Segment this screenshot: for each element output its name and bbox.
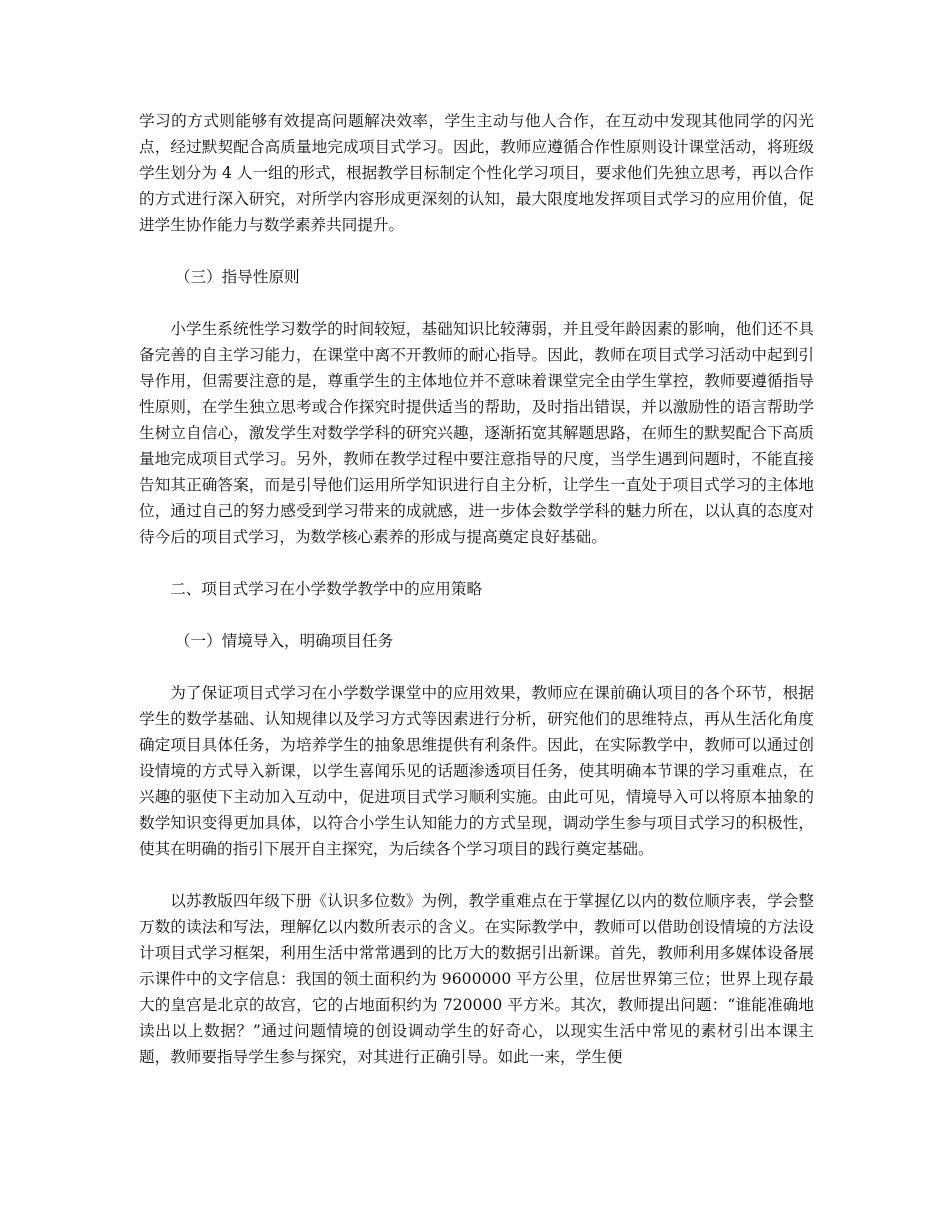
paragraph-example-multidigit-numbers: 以苏教版四年级下册《认识多位数》为例，教学重难点在于掌握亿以内的数位顺序表，学会整万数的读法和写法，理解亿以内数所表示的含义。在实际教学中，教师可以借助创设情境的方法设计项目式学习框架，利用生活中常常遇到的比万大的数据引出新课。首先，教师利用多媒体设备展示课件中的文字信息：我国的领土面积约为 9600000 平方公里，位居世界第三位；世界上现存最大的皇宫是北京的故宫，它的占地面积约为 720000 平方米。其次，教师提出问题：“谁能准确地读出以上数据？”通过问题情境的创设调动学生的好奇心，以现实生活中常见的素材引出本课主题，教师要指导学生参与探究，对其进行正确引导。如此一来，学生便 [139, 892, 814, 1066]
section-heading-application-strategies: 二、项目式学习在小学数学教学中的应用策略 [170, 580, 483, 598]
subheading-guidance-principle: （三）指导性原则 [174, 268, 300, 286]
paragraph-guidance-principle: 小学生系统性学习数学的时间较短，基础知识比较薄弱，并且受年龄因素的影响，他们还不具备完善的自主学习能力，在课堂中离不开教师的耐心指导。因此，教师在项目式学习活动中起到引导作用，但需要注意的是，尊重学生的主体地位并不意味着课堂完全由学生掌控，教师要遵循指导性原则，在学生独立思考或合作探究时提供适当的帮助，及时指出错误，并以激励性的语言帮助学生树立自信心，激发学生对数学学科的研究兴趣，逐渐拓宽其解题思路，在师生的默契配合下高质量地完成项目式学习。另外，教师在教学过程中要注意指导的尺度，当学生遇到问题时，不能直接告知其正确答案，而是引导他们运用所学知识进行自主分析，让学生一直处于项目式学习的主体地位，通过自己的努力感受到学习带来的成就感，进一步体会数学学科的魅力所在，以认真的态度对待今后的项目式学习，为数学核心素养的形成与提高奠定良好基础。 [139, 320, 814, 546]
paragraph-cooperation-principle: 学习的方式则能够有效提高问题解决效率，学生主动与他人合作，在互动中发现其他同学的闪光点，经过默契配合高质量地完成项目式学习。因此，教师应遵循合作性原则设计课堂活动，将班级学生划分为 4 人一组的形式，根据教学目标制定个性化学习项目，要求他们先独立思考，再以合作的方式进行深入研究，对所学内容形成更深刻的认知，最大限度地发挥项目式学习的应用价值，促进学生协作能力与数学素养共同提升。 [139, 112, 814, 234]
subheading-situation-introduction: （一）情境导入，明确项目任务 [174, 632, 394, 650]
document-body [139, 108, 814, 1070]
paragraph-situation-introduction: 为了保证项目式学习在小学数学课堂中的应用效果，教师应在课前确认项目的各个环节，根据学生的数学基础、认知规律以及学习方式等因素进行分析，研究他们的思维特点，再从生活化角度确定项目具体任务，为培养学生的抽象思维提供有利条件。因此，在实际教学中，教师可以通过创设情境的方式导入新课，以学生喜闻乐见的话题渗透项目任务，使其明确本节课的学习重难点，在兴趣的驱使下主动加入互动中，促进项目式学习顺利实施。由此可见，情境导入可以将原本抽象的数学知识变得更加具体，以符合小学生认知能力的方式呈现，调动学生参与项目式学习的积极性，使其在明确的指引下展开自主探究，为后续各个学习项目的践行奠定基础。 [139, 684, 814, 858]
